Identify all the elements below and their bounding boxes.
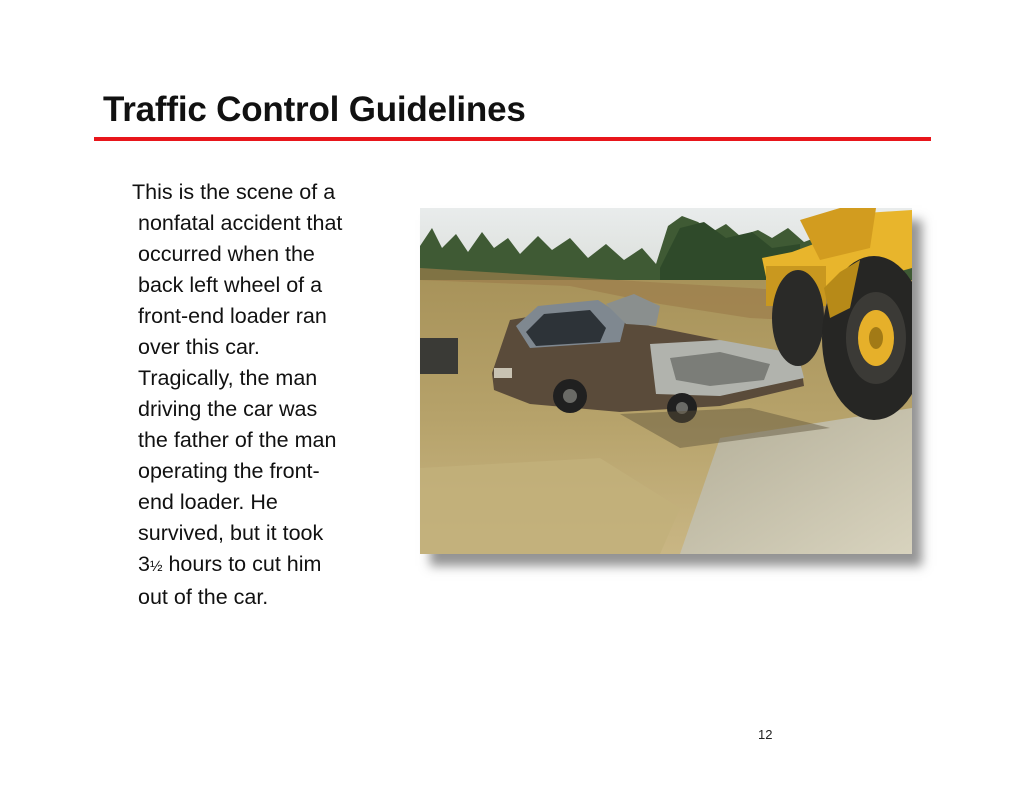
half-fraction: ½ <box>149 558 163 575</box>
slide-title: Traffic Control Guidelines <box>103 90 526 129</box>
body-line: This is the scene of a <box>132 180 336 204</box>
debris <box>420 338 458 374</box>
body-line: out of the car. <box>138 585 269 609</box>
accident-photo <box>420 208 912 554</box>
body-line: survived, but it took <box>138 521 324 545</box>
hours-suffix: hours to cut him <box>162 552 322 576</box>
body-line: occurred when the <box>138 242 315 266</box>
body-line: front-end loader ran <box>138 304 327 328</box>
title-underline <box>94 137 931 141</box>
body-line: operating the front- <box>138 459 320 483</box>
accident-photo-illustration <box>420 208 912 554</box>
body-line: Tragically, the man <box>138 366 318 390</box>
body-line: end loader. He <box>138 490 278 514</box>
body-line <box>118 549 393 582</box>
body-line: driving the car was <box>138 397 318 421</box>
page-number: 12 <box>758 727 773 742</box>
body-line: nonfatal accident that <box>138 211 343 235</box>
hours-prefix: 3 <box>138 552 150 576</box>
body-line: the father of the man <box>138 428 337 452</box>
body-line: over this car. <box>138 335 260 359</box>
body-paragraph <box>118 177 393 613</box>
body-line: back left wheel of a <box>138 273 323 297</box>
